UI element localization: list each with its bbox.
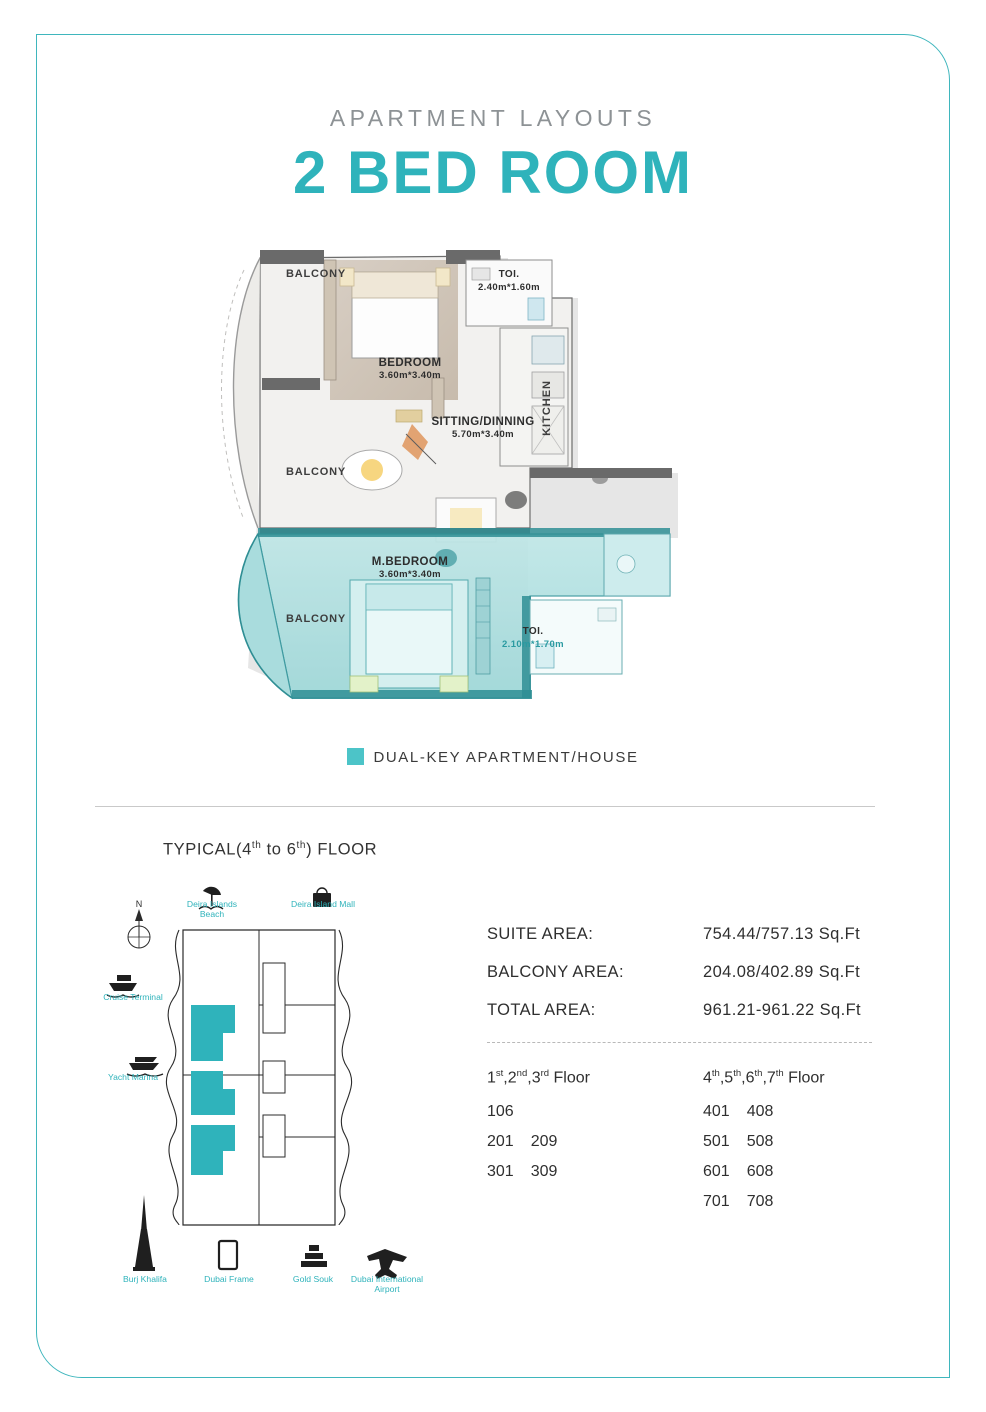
unit-numbers-table — [487, 1068, 907, 1223]
unit-row-3 — [487, 1163, 907, 1181]
room-bedroom-dim: 3.60m*3.40m — [379, 370, 441, 382]
poi-deira-islands-beach: Deira Islands Beach — [186, 899, 238, 919]
floor-group-1-header: 1st,2nd,3rd Floor — [487, 1068, 590, 1087]
unit-row-1 — [487, 1103, 907, 1121]
fg2-a: 4 — [703, 1069, 712, 1087]
spec-key-balcony-area: BALCONY AREA: — [487, 963, 624, 981]
unit-left-row-4 — [487, 1193, 703, 1211]
balcony-label-1: BALCONY — [286, 268, 346, 280]
poi-yacht-marina: Yacht Marina — [108, 1072, 158, 1082]
unit-508: 508 — [746, 1133, 774, 1151]
spec-dashed-divider — [487, 1042, 872, 1043]
compass-icon — [128, 899, 150, 948]
dual-key-legend-label: DUAL-KEY APARTMENT/HOUSE — [373, 749, 639, 766]
unit-408: 408 — [746, 1103, 774, 1121]
spec-value-suite-area: 754.44/757.13 Sq.Ft — [703, 925, 861, 943]
unit-708: 708 — [746, 1193, 774, 1211]
balcony-label-2: BALCONY — [286, 466, 346, 478]
page-title: 2 BED ROOM — [292, 139, 694, 206]
spec-row-suite-area — [487, 925, 907, 944]
room-master-bedroom — [345, 555, 475, 581]
poi-dubai-international-airport: Dubai International Airport — [350, 1274, 424, 1294]
poi-dubai-frame: Dubai Frame — [204, 1274, 254, 1284]
fg2-d: 7 — [766, 1069, 776, 1087]
spec-row-balcony-area — [487, 963, 907, 982]
fg1-c: 3 — [531, 1069, 541, 1087]
unit-401: 401 — [703, 1103, 730, 1121]
fg1-c-sup: rd — [540, 1068, 550, 1079]
unit-right-row-4 — [703, 1193, 773, 1211]
kitchen-label: KITCHEN — [541, 380, 553, 436]
typical-to-sup: th — [296, 840, 307, 851]
spec-key-total-area: TOTAL AREA: — [487, 1001, 596, 1019]
room-toilet-lower — [490, 626, 576, 650]
header-eyebrow: APARTMENT LAYOUTS — [329, 105, 657, 131]
typical-floor-caption — [163, 840, 377, 860]
room-master-bedroom-name: M.BEDROOM — [371, 556, 449, 568]
fg1-a: 1 — [487, 1069, 496, 1087]
room-toilet-lower-dim: 2.10m*1.70m — [502, 638, 564, 650]
unit-row-4 — [487, 1193, 907, 1211]
key-plan-drawing — [95, 875, 440, 1315]
fg1-b: 2 — [507, 1069, 517, 1087]
room-bedroom — [350, 356, 470, 382]
spec-row-total-area — [487, 1001, 907, 1020]
room-bedroom-name: BEDROOM — [378, 357, 442, 369]
unit-701: 701 — [703, 1193, 730, 1211]
spec-value-balcony-area: 204.08/402.89 Sq.Ft — [703, 963, 861, 981]
typical-from-sup: th — [251, 840, 262, 851]
unit-201: 201 — [487, 1133, 514, 1151]
room-toilet-upper-name: TOI. — [498, 269, 520, 280]
poi-burj-khalifa: Burj Khalifa — [123, 1274, 167, 1284]
fg2-tail: Floor — [783, 1069, 825, 1087]
unit-row-2 — [487, 1133, 907, 1151]
floor-plan-drawing — [200, 228, 790, 728]
poi-gold-souk: Gold Souk — [292, 1274, 334, 1284]
room-sitting-dinning — [403, 415, 563, 441]
burj-khalifa-icon — [133, 1195, 155, 1271]
spec-key-suite-area: SUITE AREA: — [487, 925, 594, 943]
plan-legend — [0, 748, 986, 766]
balcony-label-3: BALCONY — [286, 613, 346, 625]
page-header — [0, 105, 986, 207]
frame-icon — [219, 1241, 237, 1269]
room-toilet-upper — [464, 269, 554, 293]
unit-209: 209 — [530, 1133, 558, 1151]
room-sitting-dinning-dim: 5.70m*3.40m — [452, 429, 514, 441]
section-divider — [95, 806, 875, 807]
typical-from: 4 — [242, 840, 252, 859]
dual-key-color-swatch — [347, 748, 364, 765]
fg2-b: 5 — [724, 1069, 734, 1087]
poi-deira-island-mall: Deira Island Mall — [291, 899, 355, 909]
room-master-bedroom-dim: 3.60m*3.40m — [379, 569, 441, 581]
unit-608: 608 — [746, 1163, 774, 1181]
fg1-tail: Floor — [549, 1069, 590, 1087]
unit-601: 601 — [703, 1163, 730, 1181]
unit-left-row-2 — [487, 1133, 703, 1151]
key-plan — [95, 875, 440, 1315]
fg2-d-sup: th — [775, 1068, 784, 1079]
unit-left-106: 106 — [487, 1103, 514, 1121]
typical-mid: to — [261, 840, 287, 859]
unit-right-row-1 — [703, 1103, 773, 1121]
room-toilet-lower-name: TOI. — [522, 626, 544, 637]
fg2-c-sup: th — [754, 1068, 763, 1079]
floor-group-2-header: 4th,5th,6th,7th Floor — [703, 1068, 825, 1087]
unit-right-row-2 — [703, 1133, 773, 1151]
typical-prefix: TYPICAL( — [163, 840, 243, 859]
unit-301: 301 — [487, 1163, 514, 1181]
floor-plan — [200, 228, 790, 728]
typical-to: 6 — [286, 840, 297, 859]
room-toilet-upper-dim: 2.40m*1.60m — [478, 281, 540, 293]
unit-501: 501 — [703, 1133, 730, 1151]
fg1-a-sup: st — [495, 1068, 504, 1079]
unit-309: 309 — [530, 1163, 558, 1181]
spec-table — [487, 925, 907, 1039]
gold-souk-icon — [301, 1245, 327, 1267]
fg2-c: 6 — [745, 1069, 755, 1087]
fg2-a-sup: th — [711, 1068, 720, 1079]
typical-suffix: ) FLOOR — [306, 840, 378, 859]
unit-right-row-3 — [703, 1163, 773, 1181]
fg1-b-sup: nd — [516, 1068, 528, 1079]
unit-left-row-3 — [487, 1163, 703, 1181]
poi-cruise-terminal: Cruise Terminal — [103, 992, 163, 1002]
fg2-b-sup: th — [733, 1068, 742, 1079]
unit-numbers-header — [487, 1068, 907, 1087]
svg-text:N: N — [135, 899, 143, 909]
room-sitting-dinning-name: SITTING/DINNING — [431, 416, 535, 428]
spec-value-total-area: 961.21-961.22 Sq.Ft — [703, 1001, 862, 1019]
